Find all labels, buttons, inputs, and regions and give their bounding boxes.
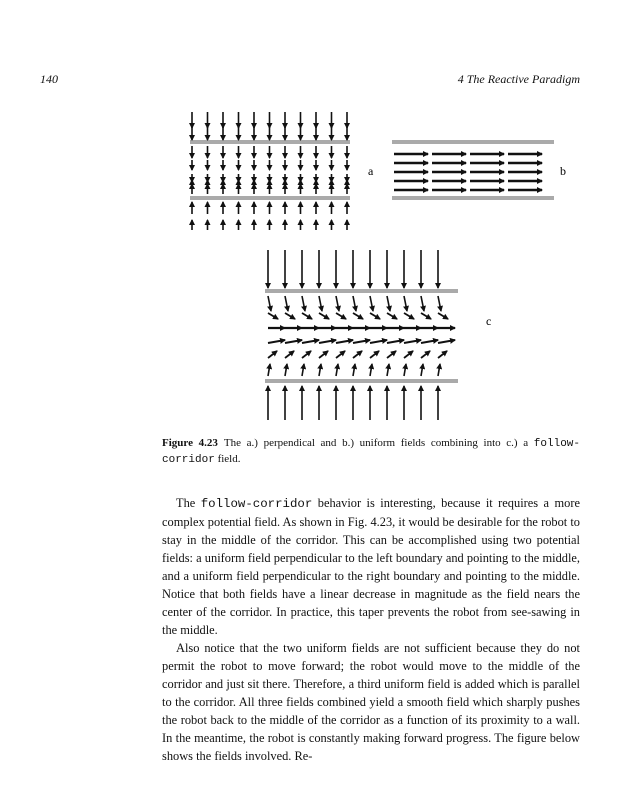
field-arrow [302, 296, 305, 311]
field-arrow [370, 296, 373, 311]
field-arrow [319, 313, 329, 319]
field-arrow [404, 351, 413, 358]
field-arrow [438, 364, 440, 376]
field-arrow [421, 364, 423, 376]
field-arrow [370, 351, 379, 358]
paragraph-2: Also notice that the two uniform fields are not sufficient because they do not permit the robot to move forward; the robot would move to the middle of the corridor and just sit there. Therefore, a third uniform field is added which is parallel to the corridor. All three fields combined yield a smooth field which sharply pushes the robot back to the middle of the corridor as a function of its proximity to a wall. In the meantime, the robot is constantly making forward progress. The figure below shows the fields involved. Re- [162, 641, 580, 763]
field-arrow [268, 313, 278, 319]
field-arrow [421, 351, 430, 358]
field-arrow [353, 296, 356, 311]
panel-b-uniform-field [392, 142, 554, 198]
field-arrow [404, 364, 406, 376]
page-number: 140 [40, 72, 58, 86]
running-head: 4 The Reactive Paradigm [457, 72, 580, 86]
field-arrow [370, 313, 380, 319]
field-arrow [285, 340, 302, 343]
figure-caption [162, 436, 580, 468]
field-arrow [438, 313, 448, 319]
field-arrow [268, 351, 277, 358]
field-arrow [319, 351, 328, 358]
caption-text-end: field. [214, 453, 241, 465]
field-arrow [319, 364, 321, 376]
field-arrow [421, 340, 438, 343]
field-arrow [336, 351, 345, 358]
field-arrow [421, 296, 424, 311]
field-arrow [302, 340, 319, 343]
p1-text: behavior is interesting, because it requires a more complex potential field. As shown in Fig. 4.23, it would be desirable for the robot to stay in the middle of the corridor. This can be accomplished using two potential fields: a uniform field perpendicular to the left boundary and pointing to the middle, and a uniform field perpendicular to the right boundary and pointing to the middle. Notice that both fields have a linear decrease in magnitude as the field nears the center of the corridor. In practice, this taper prevents the robot from see-sawing in the middle. [162, 496, 580, 637]
field-arrow [336, 340, 353, 343]
label-b: b [560, 164, 566, 178]
field-arrow [353, 351, 362, 358]
figure-number: Figure 4.23 [162, 437, 218, 449]
field-arrow [336, 364, 338, 376]
field-arrow [302, 351, 311, 358]
field-arrow [370, 364, 372, 376]
field-arrow [285, 364, 287, 376]
field-arrow [285, 296, 288, 311]
field-arrow [319, 340, 336, 343]
field-arrow [336, 296, 339, 311]
field-arrow [370, 340, 387, 343]
panel-a-perpendicular-field [190, 112, 350, 230]
field-arrow [268, 340, 285, 343]
field-arrow [438, 296, 441, 311]
field-arrow [438, 340, 455, 343]
label-a: a [368, 164, 374, 178]
field-arrow [438, 351, 447, 358]
field-arrow [268, 296, 271, 311]
field-arrow [353, 340, 370, 343]
field-arrow [302, 313, 312, 319]
field-arrow [421, 313, 431, 319]
caption-text: The a.) perpendical and b.) uniform fields combining into c.) a [223, 437, 529, 449]
field-arrow [353, 313, 363, 319]
field-arrow [285, 313, 295, 319]
field-arrow [387, 296, 390, 311]
field-arrow [404, 296, 407, 311]
field-arrow [302, 364, 304, 376]
body-text [162, 494, 580, 765]
field-arrow [285, 351, 294, 358]
field-arrow [387, 351, 396, 358]
panel-c-follow-corridor-field [265, 250, 458, 420]
field-arrow [387, 313, 397, 319]
field-arrow [319, 296, 322, 311]
field-arrow [404, 340, 421, 343]
field-arrow [336, 313, 346, 319]
p1-intro: The [176, 496, 201, 510]
field-arrow [387, 364, 389, 376]
caption-code: follow-corridor [162, 438, 581, 466]
p1-code: follow-corridor [200, 497, 313, 511]
field-arrow [268, 364, 270, 376]
field-arrow [404, 313, 414, 319]
field-arrow [387, 340, 404, 343]
label-c: c [486, 314, 492, 328]
paragraph-1 [162, 494, 580, 639]
field-arrow [353, 364, 355, 376]
